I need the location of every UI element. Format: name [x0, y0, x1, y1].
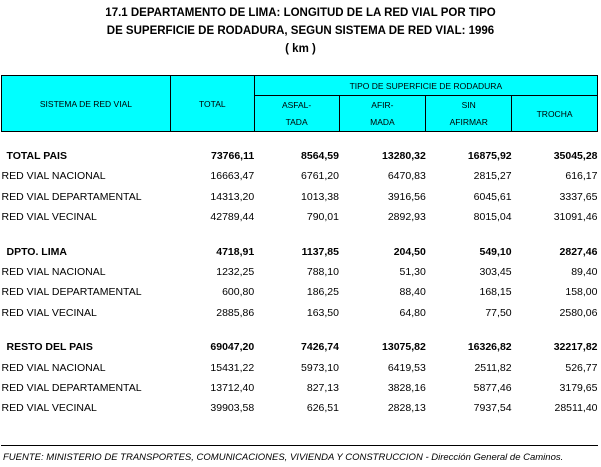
cell-sin-afirmar: 16326,82: [467, 341, 512, 354]
table-row: [2, 303, 598, 323]
cell-trocha: 158,00: [565, 286, 598, 299]
row-label: RED VIAL DEPARTAMENTAL: [1, 382, 142, 395]
cell-asfaltada: 5973,10: [301, 361, 339, 374]
cell-asfaltada: 626,51: [306, 402, 339, 415]
title-line-1: 17.1 DEPARTAMENTO DE LIMA: LONGITUD DE LA RED VIAL POR TIPO: [105, 7, 496, 19]
group-row-total-pais: [2, 146, 598, 166]
table-row: [2, 166, 598, 186]
cell-total: 14313,20: [210, 190, 255, 203]
cell-asfaltada: 1013,38: [301, 190, 339, 203]
cell-afirmada: 6419,53: [387, 361, 426, 374]
cell-asfaltada: 788,10: [306, 266, 339, 279]
cell-sin-afirmar: 168,15: [479, 286, 512, 299]
cell-sin-afirmar: 549,10: [479, 245, 512, 258]
cell-trocha: 3337,65: [559, 190, 598, 203]
cell-trocha: 35045,28: [553, 150, 598, 162]
cell-total: 2885,86: [216, 306, 255, 319]
road-network-table: [1, 75, 598, 419]
cell-afirmada: 13280,32: [382, 150, 426, 162]
table-row: [2, 282, 598, 302]
cell-afirmada: 3916,56: [387, 190, 426, 203]
cell-trocha: 2827,46: [559, 245, 598, 258]
cell-trocha: 526,77: [565, 361, 598, 374]
row-label: RED VIAL NACIONAL: [1, 266, 106, 279]
cell-sin-afirmar: 6045,61: [473, 190, 512, 203]
row-label: RED VIAL VECINAL: [1, 211, 97, 224]
header-system: SISTEMA DE RED VIAL: [2, 76, 171, 132]
header-trocha: TROCHA: [512, 96, 598, 132]
cell-afirmada: 2828,13: [387, 402, 426, 415]
row-label: TOTAL PAIS: [6, 150, 67, 162]
cell-total: 69047,20: [210, 341, 255, 354]
title-line-2: DE SUPERFICIE DE RODADURA, SEGUN SISTEMA DE RED VIAL: 1996: [106, 25, 495, 37]
table-header: [2, 76, 598, 132]
row-label: RESTO DEL PAIS: [6, 341, 93, 354]
table-row: [2, 262, 598, 282]
cell-sin-afirmar: 303,45: [479, 266, 512, 279]
cell-total: 13712,40: [210, 382, 255, 395]
cell-sin-afirmar: 8015,04: [473, 211, 512, 224]
cell-total: 1232,25: [216, 266, 255, 279]
cell-afirmada: 13075,82: [382, 341, 426, 354]
cell-trocha: 32217,82: [553, 341, 598, 354]
row-label: RED VIAL NACIONAL: [1, 361, 106, 374]
cell-afirmada: 51,30: [399, 266, 426, 279]
cell-sin-afirmar: 7937,54: [473, 402, 512, 415]
table-row: [2, 187, 598, 207]
cell-trocha: 616,17: [565, 170, 598, 183]
cell-sin-afirmar: 77,50: [485, 306, 512, 319]
cell-asfaltada: 827,13: [306, 382, 339, 395]
group-row-dpto-lima: [2, 242, 598, 262]
row-label: RED VIAL VECINAL: [1, 306, 97, 319]
cell-asfaltada: 7426,74: [301, 341, 339, 354]
header-afirmada-2: MADA: [339, 114, 426, 132]
header-asfaltada-2: TADA: [254, 114, 339, 132]
cell-sin-afirmar: 5877,46: [473, 382, 512, 395]
header-total: TOTAL: [170, 76, 254, 132]
cell-asfaltada: 8564,59: [301, 150, 339, 162]
bottom-rule: [1, 445, 598, 446]
header-sin-afirmar-2: AFIRMAR: [426, 114, 512, 132]
cell-trocha: 89,40: [571, 266, 598, 279]
cell-sin-afirmar: 16875,92: [467, 150, 512, 162]
cell-afirmada: 204,50: [393, 245, 426, 258]
source-note: FUENTE: MINISTERIO DE TRANSPORTES, COMUNICACIONES, VIVIENDA Y CONSTRUCCION - Dirección General de Caminos.: [3, 452, 564, 463]
cell-total: 600,80: [222, 286, 255, 299]
cell-afirmada: 88,40: [399, 286, 426, 299]
cell-afirmada: 2892,93: [387, 211, 426, 224]
cell-sin-afirmar: 2815,27: [473, 170, 512, 183]
cell-total: 4718,91: [216, 245, 255, 258]
cell-total: 16663,47: [210, 170, 255, 183]
cell-trocha: 28511,40: [554, 402, 598, 415]
table-row: [2, 358, 598, 378]
cell-afirmada: 6470,83: [387, 170, 426, 183]
row-label: RED VIAL DEPARTAMENTAL: [1, 190, 142, 203]
cell-total: 42789,44: [210, 211, 255, 224]
table-row: [2, 398, 598, 418]
cell-asfaltada: 6761,20: [301, 170, 339, 183]
row-label: DPTO. LIMA: [6, 245, 67, 258]
row-label: RED VIAL DEPARTAMENTAL: [1, 286, 142, 299]
cell-total: 39903,58: [210, 402, 255, 415]
header-sin-afirmar-1: SIN: [426, 96, 512, 114]
table-row: [2, 378, 598, 398]
header-surface-type: TIPO DE SUPERFICIE DE RODADURA: [254, 76, 597, 96]
group-row-resto-del-pais: [2, 337, 598, 357]
cell-sin-afirmar: 2511,82: [474, 361, 512, 374]
header-asfaltada-1: ASFAL-: [254, 96, 339, 114]
cell-total: 15431,22: [210, 361, 255, 374]
cell-afirmada: 3828,16: [387, 382, 426, 395]
cell-asfaltada: 163,50: [306, 306, 339, 319]
row-label: RED VIAL NACIONAL: [1, 170, 106, 183]
cell-trocha: 31091,46: [553, 211, 598, 224]
cell-total: 73766,11: [210, 150, 255, 162]
table-body: [2, 132, 598, 419]
cell-trocha: 3179,65: [559, 382, 598, 395]
title-line-3: ( km ): [285, 43, 316, 55]
row-label: RED VIAL VECINAL: [1, 402, 97, 415]
cell-asfaltada: 790,01: [306, 211, 339, 224]
header-afirmada-1: AFIR-: [339, 96, 426, 114]
cell-trocha: 2580,06: [559, 306, 598, 319]
cell-asfaltada: 186,25: [306, 286, 339, 299]
cell-afirmada: 64,80: [399, 306, 426, 319]
cell-asfaltada: 1137,85: [301, 245, 339, 258]
table-row: [2, 207, 598, 227]
